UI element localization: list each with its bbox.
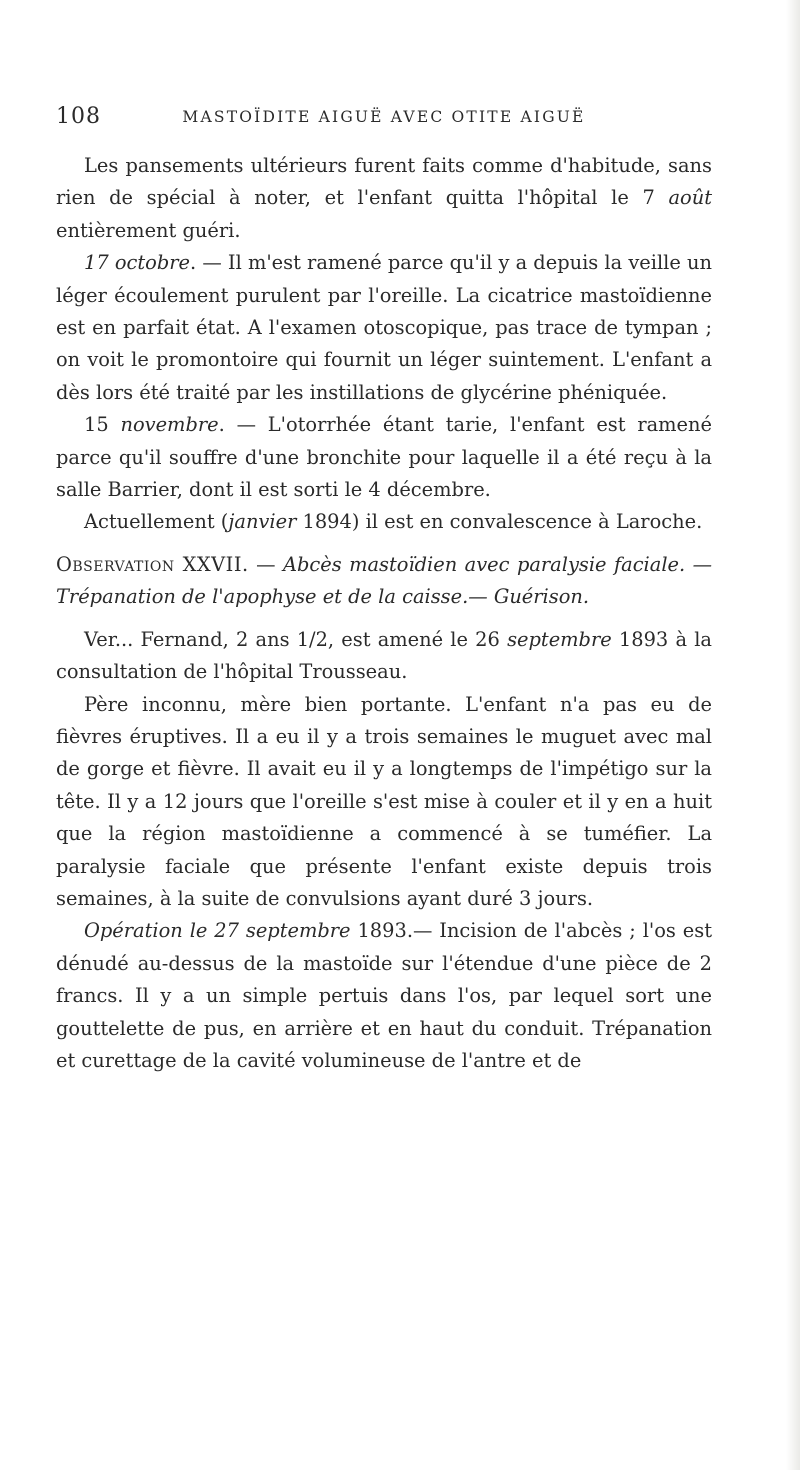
paragraph-text: Ver... Fernand, 2 ans 1/2, est amené le 26 — [84, 627, 508, 651]
paragraph-dressings — [56, 150, 712, 247]
page-header — [56, 104, 712, 134]
paragraph-operation — [56, 915, 712, 1077]
paragraph-november — [56, 409, 712, 506]
observation-label: Observation XXVII. — [56, 552, 249, 576]
paragraph-text: 1893 à la consultation de l'hôpital Trousseau. — [56, 627, 712, 684]
paragraph-text: . — L'otorrhée étant tarie, l'enfant est ramené parce qu'il souffre d'une bronchite pour laquelle il a été reçu à la salle Barrier, dont il est sorti le 4 décembre. — [56, 413, 712, 502]
date-italic: janvier — [228, 510, 297, 534]
paragraph-text: Actuellement ( — [84, 510, 229, 534]
paragraph-text: 1894) il est en convalescence à Laroche. — [296, 510, 703, 534]
date-italic: septembre — [507, 627, 612, 651]
paragraph-history — [56, 689, 712, 916]
body-text — [56, 150, 712, 1077]
paragraph-text: . — Il m'est ramené parce qu'il y a depuis la veille un léger écoulement purulent par l'oreille. La cicatrice mastoïdienne est en parfait état. A l'examen otoscopique, pas trace de tympan ; on voit le promontoire qui fournit un léger suintement. L'enfant a dès lors été traité par les instillations de glycérine phéniquée. — [56, 251, 713, 404]
date-italic: novembre — [120, 413, 219, 437]
observation-title: Abcès mastoïdien avec paralysie faciale. — Trépanation de l'apophyse et de la caisse.— Guérison. — [56, 552, 712, 609]
date-italic: 17 octobre — [84, 251, 191, 275]
page-edge-shadow — [786, 0, 800, 1470]
observation-heading — [56, 549, 712, 614]
paragraph-text: Les pansements ultérieurs furent faits comme d'habitude, sans rien de spécial à noter, et l'enfant quitta l'hôpital le 7 — [56, 154, 712, 210]
paragraph-october — [56, 247, 712, 409]
date-day: 15 — [84, 413, 121, 437]
date-italic: août — [668, 186, 712, 210]
page-number: 108 — [56, 104, 101, 129]
paragraph-patient — [56, 624, 712, 689]
paragraph-text: 1893.— Incision de l'abcès ; l'os est dénudé au-dessus de la mastoïde sur l'étendue d'une pièce de 2 francs. Il y a un simple pertuis dans l'os, par lequel sort une gouttelette de pus, en arrière et en haut du conduit. Trépanation et curettage de la cavité volumineuse de l'antre et de — [56, 919, 713, 1072]
observation-separator: — — [248, 552, 283, 576]
paragraph-january — [56, 506, 712, 538]
paragraph-text: Père inconnu, mère bien portante. L'enfant n'a pas eu de fièvres éruptives. Il a eu il y a trois semaines le muguet avec mal de gorge et fièvre. Il avait eu il y a longtemps de l'impétigo sur la tête. Il y a 12 jours que l'oreille s'est mise à couler et il y en a huit que la région mastoïdienne a commencé à se tuméfier. La paralysie faciale que présente l'enfant existe depuis trois semaines, à la suite de convulsions ayant duré 3 jours. — [56, 692, 712, 910]
paragraph-text: entièrement guéri. — [56, 218, 241, 242]
operation-label: Opération le 27 septembre — [84, 919, 351, 943]
running-title: MASTOÏDITE AIGUË AVEC OTITE AIGUË — [182, 108, 586, 126]
